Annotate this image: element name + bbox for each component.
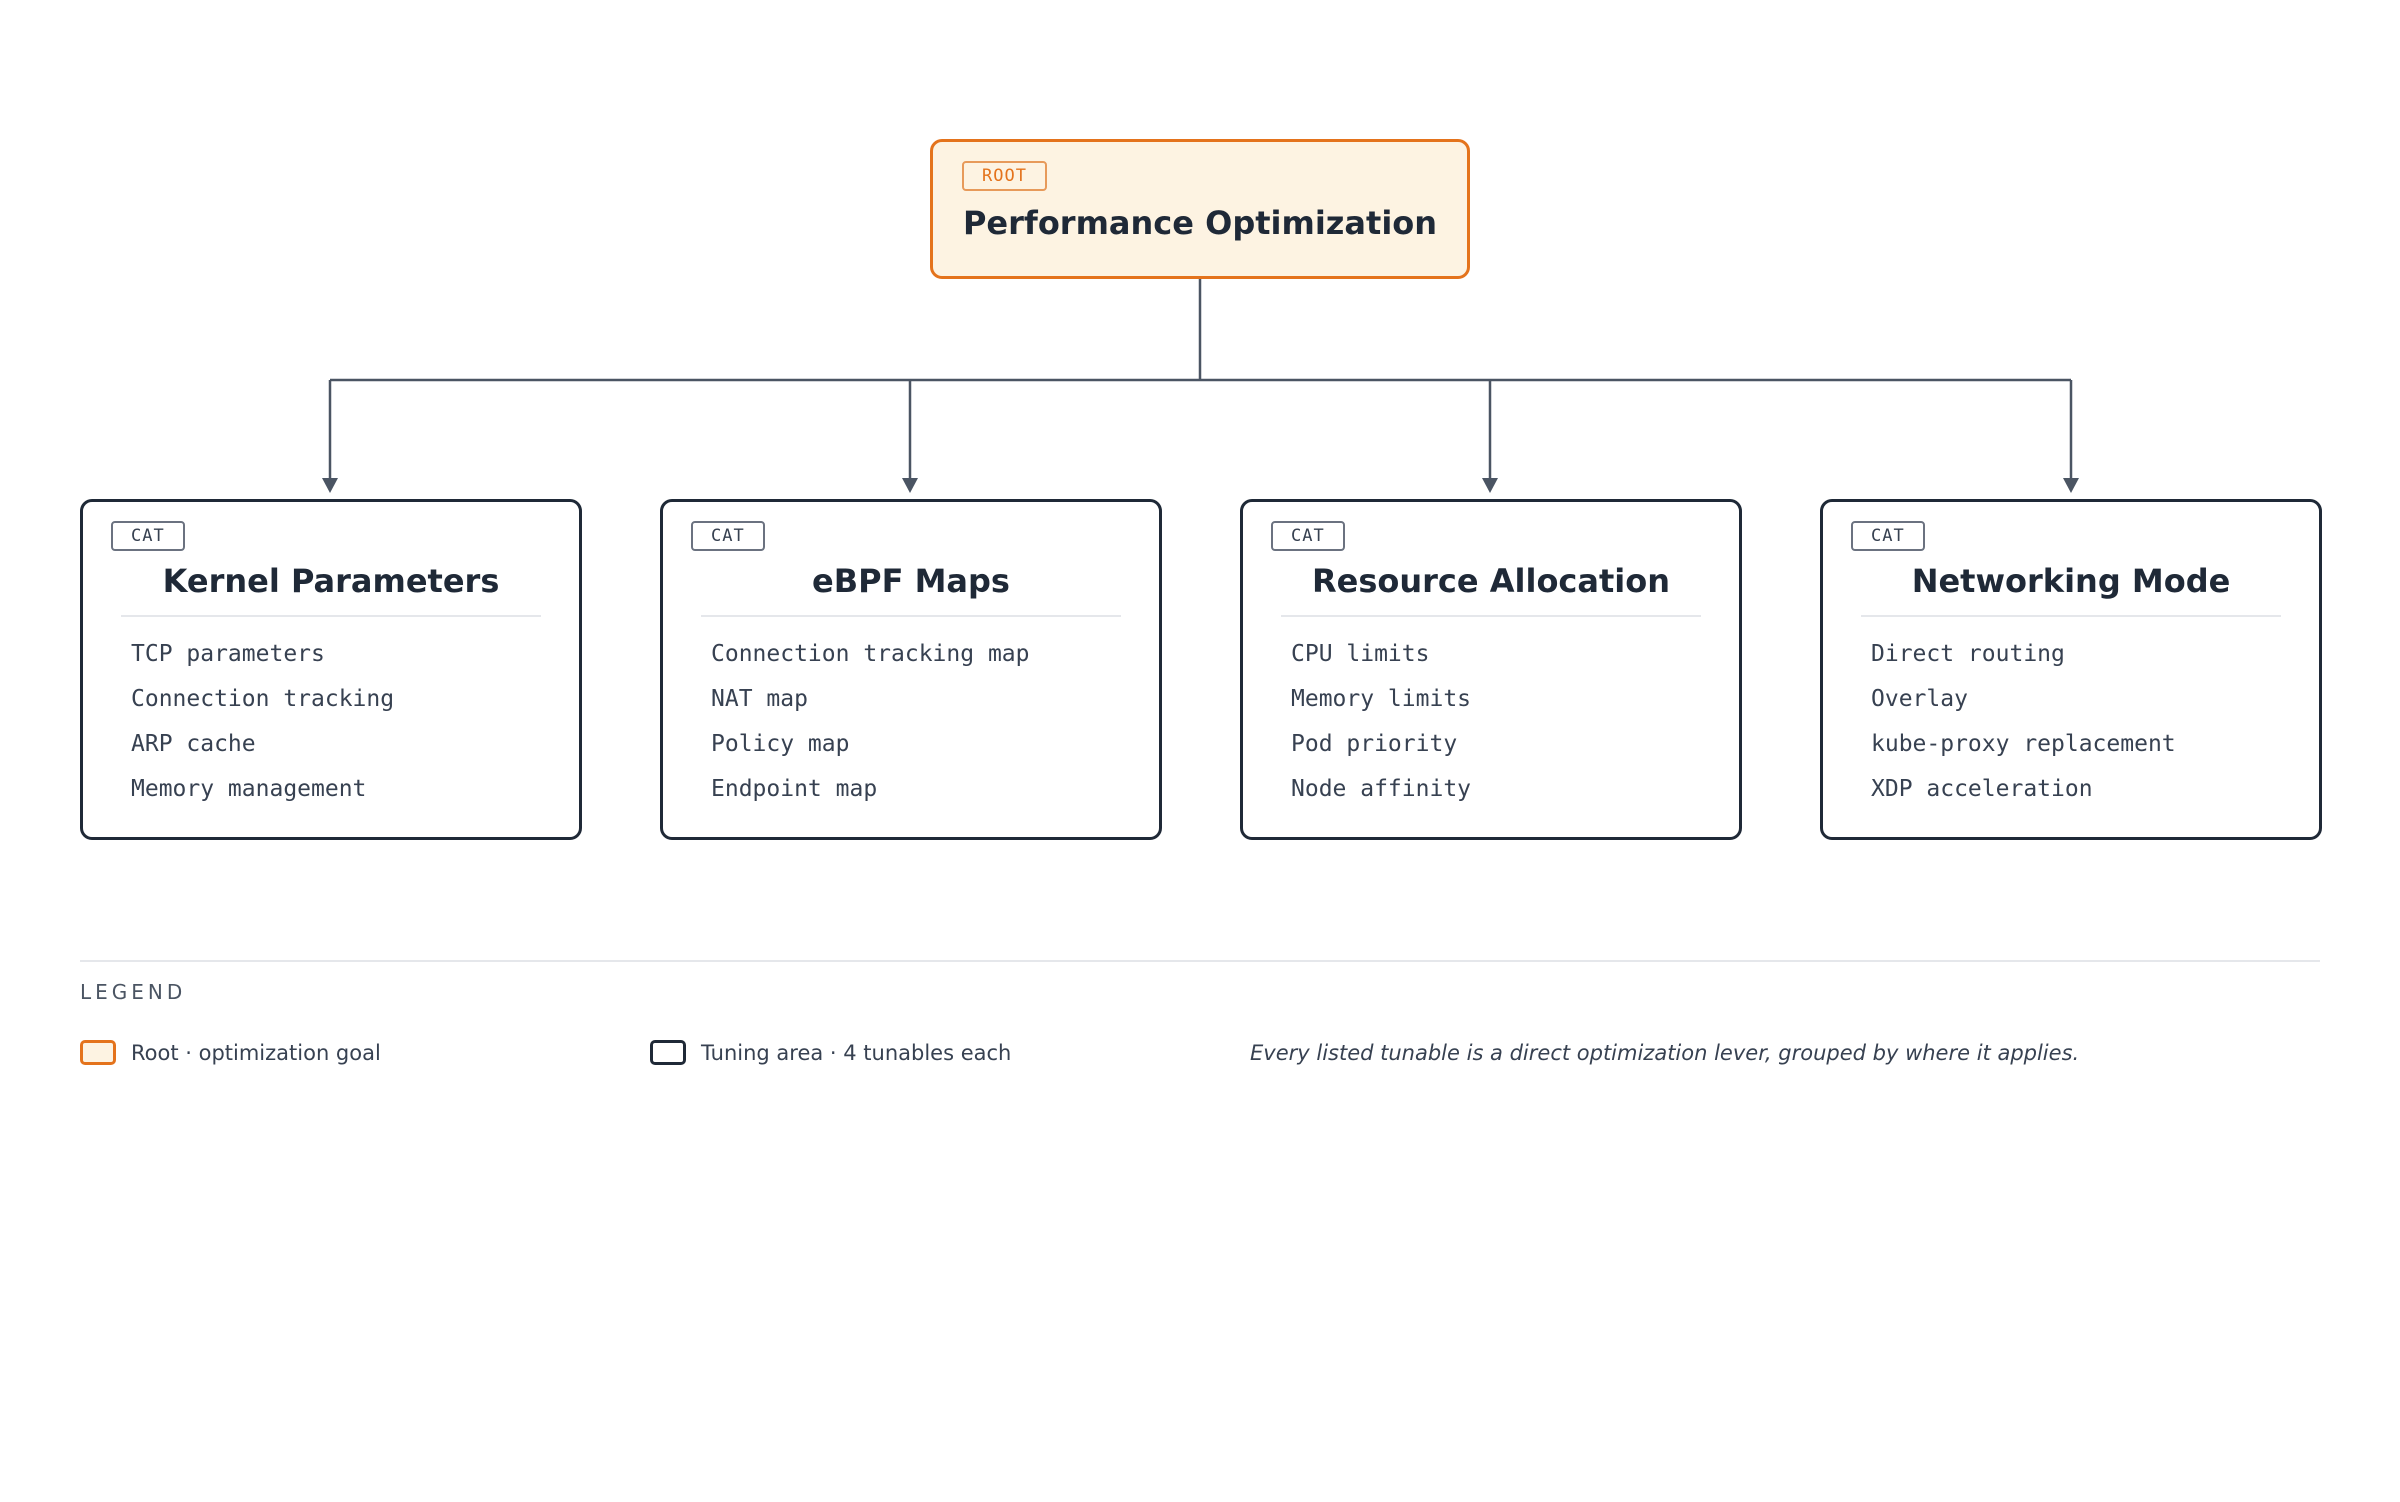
category-divider: [121, 615, 541, 617]
category-tag: CAT: [691, 521, 765, 551]
category-node-resource-allocation: [1240, 499, 1742, 840]
legend-item-root: [80, 1040, 381, 1065]
category-title: eBPF Maps: [812, 562, 1010, 600]
tunable-item: Node affinity: [1291, 776, 1472, 802]
tunable-list: [1291, 639, 1471, 819]
tunable-item: kube-proxy replacement: [1871, 731, 2176, 757]
category-divider: [1281, 615, 1701, 617]
category-title: Networking Mode: [1911, 562, 2231, 600]
tunable-list: [131, 639, 394, 819]
tunable-item: Pod priority: [1291, 731, 1458, 757]
tunable-item: TCP parameters: [131, 641, 325, 667]
category-tag: CAT: [1271, 521, 1345, 551]
legend-heading: LEGEND: [80, 980, 187, 1004]
tunable-item: Overlay: [1871, 686, 1968, 712]
category-title: Kernel Parameters: [162, 562, 500, 600]
root-node: [930, 139, 1470, 279]
legend-item-category: [650, 1040, 1011, 1065]
category-tag: CAT: [111, 521, 185, 551]
arrowhead-networking: [2063, 478, 2079, 493]
arrowhead-ebpf: [902, 478, 918, 493]
category-node-networking-mode: [1820, 499, 2322, 840]
tunable-item: Policy map: [711, 731, 850, 757]
tunable-item: Direct routing: [1871, 641, 2065, 667]
root-title: Performance Optimization: [962, 204, 1438, 242]
legend-note: Every listed tunable is a direct optimization lever, grouped by where it applies.: [1250, 1041, 2080, 1065]
legend-divider: [80, 960, 2320, 962]
legend-swatch-root: [80, 1040, 116, 1065]
category-node-ebpf-maps: [660, 499, 1162, 840]
tunable-item: Memory limits: [1291, 686, 1472, 712]
category-node-kernel-parameters: [80, 499, 582, 840]
tunable-list: [711, 639, 1030, 819]
tunable-item: XDP acceleration: [1871, 776, 2093, 802]
tunable-item: CPU limits: [1291, 641, 1430, 667]
tunable-item: NAT map: [711, 686, 808, 712]
legend-label-category: Tuning area · 4 tunables each: [701, 1040, 1012, 1065]
tunable-item: Connection tracking map: [711, 641, 1030, 667]
tunable-item: Endpoint map: [711, 776, 878, 802]
category-title: Resource Allocation: [1311, 562, 1671, 600]
legend-label-root: Root · optimization goal: [131, 1040, 381, 1065]
tunable-item: ARP cache: [131, 731, 256, 757]
category-divider: [701, 615, 1121, 617]
legend-swatch-category: [650, 1040, 686, 1065]
tunable-item: Memory management: [131, 776, 367, 802]
category-divider: [1861, 615, 2281, 617]
category-tag: CAT: [1851, 521, 1925, 551]
root-tag: ROOT: [962, 161, 1047, 191]
arrowhead-resource: [1482, 478, 1498, 493]
tunable-item: Connection tracking: [131, 686, 395, 712]
arrowhead-kernel: [322, 478, 338, 493]
tunable-list: [1871, 639, 2176, 819]
